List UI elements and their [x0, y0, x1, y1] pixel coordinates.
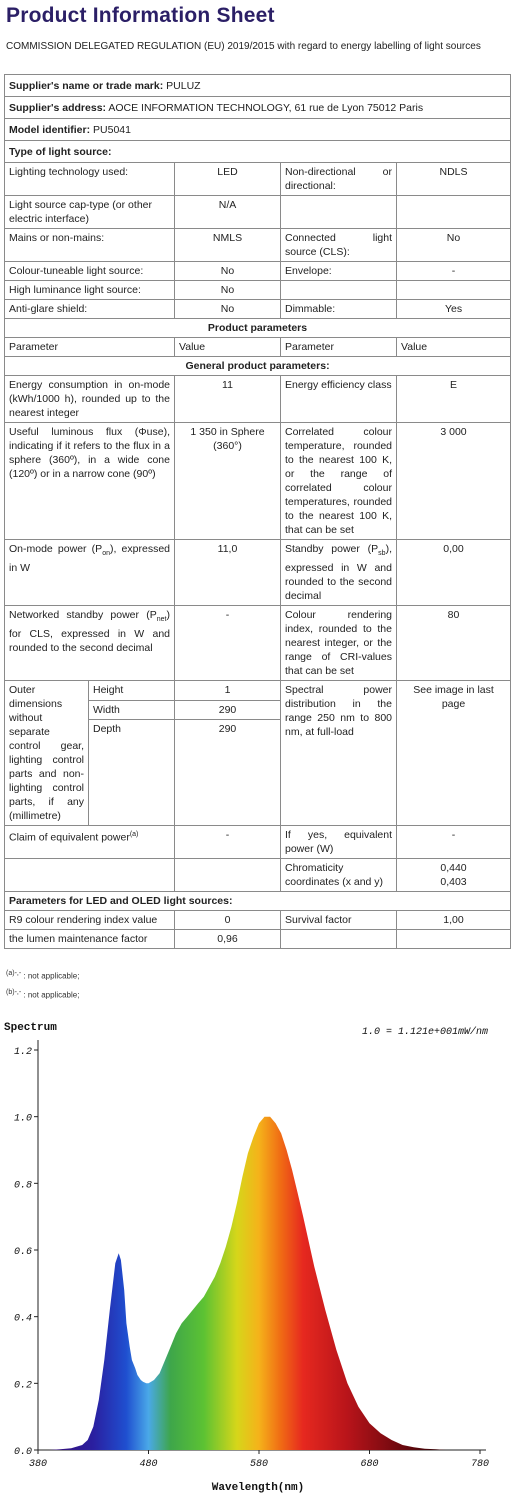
cap-label: Light source cap-type (or other electric interface) [5, 196, 175, 229]
chroma-label: Chromaticity coordinates (x and y) [281, 859, 397, 892]
tuneable-label: Colour-tuneable light source: [5, 262, 175, 281]
type-row [5, 141, 511, 163]
table-row [5, 540, 511, 606]
table-row [5, 163, 511, 196]
chroma-value [397, 859, 511, 892]
networked-value: - [175, 606, 281, 681]
flux-value: 1 350 in Sphere (360°) [175, 423, 281, 540]
page-title: Product Information Sheet [6, 4, 275, 27]
spectrum-chart [0, 1010, 514, 1500]
section-heading-row [5, 319, 511, 338]
y-tick-label: 0.4 [13, 1313, 32, 1325]
dimmable-label: Dimmable: [281, 300, 397, 319]
dimensions-label: Outer dimensions without separate control gear, lighting control parts and non-lighting control parts, if any (millimetre) [5, 681, 89, 826]
height-value: 1 [175, 681, 281, 701]
energy-label: Energy consumption in on-mode (kWh/1000 h), rounded up to the nearest integer [5, 376, 175, 423]
supplier-row [5, 75, 511, 97]
supplier-label: Supplier's name or trade mark: [9, 79, 164, 92]
connected-value: No [397, 229, 511, 262]
model-value: PU5041 [93, 123, 131, 136]
footnotes [6, 966, 79, 1003]
address-value: AOCE INFORMATION TECHNOLOGY, 61 rue de Lyon 75012 Paris [108, 101, 424, 114]
y-tick-label: 1.0 [13, 1113, 32, 1125]
envelope-value: - [397, 262, 511, 281]
chart-title: Spectrum [4, 1022, 57, 1034]
cri-label: Colour rendering index, rounded to the nearest integer, or the range of CRI-values that can be set [281, 606, 397, 681]
networked-label: Networked standby power $(P_{net})$ for CLS, expressed in W and rounded to the second decimal [5, 606, 175, 681]
model-label: Model identifier: [9, 123, 91, 136]
width-label: Width [89, 700, 175, 720]
y-tick-label: 1.2 [13, 1047, 32, 1058]
address-row [5, 97, 511, 119]
cct-value: 3 000 [397, 423, 511, 540]
lighting-tech-value: LED [175, 163, 281, 196]
column-header-row [5, 338, 511, 357]
width-value: 290 [175, 700, 281, 720]
antiglare-label: Anti-glare shield: [5, 300, 175, 319]
mains-value: NMLS [175, 229, 281, 262]
cct-label: Correlated colour temperature, rounded to the nearest 100 K, or the range of correlated colour temperatures, rounded to the nearest 100 K, that can be set [281, 423, 397, 540]
spd-value: See image in last page [397, 681, 511, 826]
depth-label: Depth [89, 720, 175, 826]
table-row [5, 376, 511, 423]
spec-table [4, 74, 511, 949]
height-label: Height [89, 681, 175, 701]
footnote-a: (a)-,- : not applicable; [6, 970, 80, 981]
x-tick-label: 680 [360, 1459, 379, 1470]
y-tick-label: 0.6 [13, 1247, 32, 1258]
spd-label: Spectral power distribution in the range 250 nm to 800 nm, at full-load [281, 681, 397, 826]
r9-label: R9 colour rendering index value [5, 911, 175, 930]
led-params-heading: Parameters for LED and OLED light sources: [5, 892, 511, 911]
high-lum-value: No [175, 281, 281, 300]
x-tick-label: 580 [249, 1459, 269, 1470]
mains-label: Mains or non-mains: [5, 229, 175, 262]
table-row [5, 930, 511, 949]
depth-value: 290 [175, 720, 281, 826]
model-row [5, 119, 511, 141]
table-row [5, 911, 511, 930]
col-param-header: Parameter [281, 338, 397, 357]
table-row [5, 300, 511, 319]
y-tick-label: 0.0 [13, 1447, 32, 1458]
table-row [5, 423, 511, 540]
y-tick-label: 0.8 [13, 1180, 32, 1192]
equiv-label: Claim of equivalent power$^{(a)}$ [5, 826, 175, 859]
x-tick-label: 380 [28, 1459, 48, 1470]
table-row [5, 826, 511, 859]
equiv-value: - [175, 826, 281, 859]
section-heading-row [5, 892, 511, 911]
maint-value: 0,96 [175, 930, 281, 949]
x-tick-label: 780 [470, 1459, 490, 1470]
table-row [5, 859, 511, 892]
table-row [5, 196, 511, 229]
regulation-subtitle: COMMISSION DELEGATED REGULATION (EU) 2019/2015 with regard to energy labelling of light sources [6, 41, 481, 52]
directional-value: NDLS [397, 163, 511, 196]
efficiency-label: Energy efficiency class [281, 376, 397, 423]
connected-label: Connected light source (CLS): [281, 229, 397, 262]
chart-annotation: 1.0 = 1.121e+001mW/nm [362, 1027, 489, 1038]
survival-value: 1,00 [397, 911, 511, 930]
tuneable-value: No [175, 262, 281, 281]
r9-value: 0 [175, 911, 281, 930]
y-tick-label: 0.2 [13, 1380, 32, 1392]
standby-label: Standby power $(P_{sb})$, expressed in W and rounded to the second decimal [281, 540, 397, 606]
lighting-tech-label: Lighting technology used: [5, 163, 175, 196]
flux-label: Useful luminous flux (Φuse), indicating if it refers to the flux in a sphere (360º), in a wide cone (120º) or in a narrow cone (90º) [5, 423, 175, 540]
address-label: Supplier's address: [9, 101, 107, 114]
general-params-heading: General product parameters: [5, 357, 511, 376]
dimmable-value: Yes [397, 300, 511, 319]
col-param-header: Parameter [5, 338, 175, 357]
efficiency-value: E [397, 376, 511, 423]
standby-value: 0,00 [397, 540, 511, 606]
type-label: Type of light source: [5, 141, 511, 163]
chroma-x: 0,440 [440, 862, 467, 875]
table-row [5, 281, 511, 300]
cap-value: N/A [175, 196, 281, 229]
table-row [5, 229, 511, 262]
table-row [5, 681, 511, 701]
supplier-value: PULUZ [166, 79, 201, 92]
footnote-b: (b)-,- : not applicable; [6, 988, 80, 1000]
x-tick-label: 480 [139, 1459, 158, 1470]
col-value-header: Value [397, 338, 511, 357]
envelope-label: Envelope: [281, 262, 397, 281]
table-row [5, 606, 511, 681]
section-heading-row [5, 357, 511, 376]
onmode-value: 11,0 [175, 540, 281, 606]
x-axis-label: Wavelength(nm) [211, 1482, 305, 1494]
antiglare-value: No [175, 300, 281, 319]
table-row [5, 262, 511, 281]
product-params-heading: Product parameters [5, 319, 511, 338]
energy-value: 11 [175, 376, 281, 423]
directional-label: Non-directional or directional: [281, 163, 397, 196]
survival-label: Survival factor [281, 911, 397, 930]
high-lum-label: High luminance light source: [5, 281, 175, 300]
equiv-w-value: - [397, 826, 511, 859]
col-value-header: Value [175, 338, 281, 357]
maint-label: the lumen maintenance factor [5, 930, 175, 949]
cri-value: 80 [397, 606, 511, 681]
chroma-y: 0,403 [440, 876, 467, 889]
onmode-label: On-mode power $(P_{on})$, expressed in W [5, 540, 175, 606]
equiv-w-label: If yes, equivalent power (W) [281, 826, 397, 859]
